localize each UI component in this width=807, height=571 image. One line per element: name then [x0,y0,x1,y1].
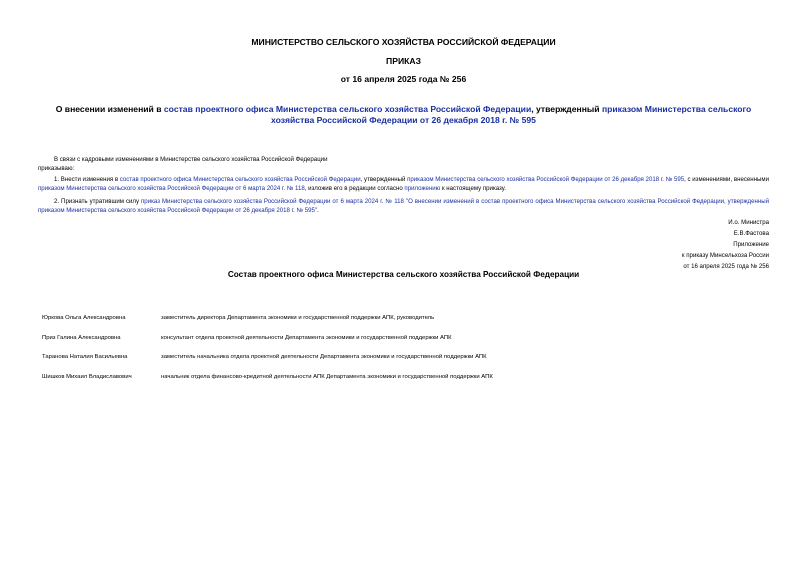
member-name: Приз Галина Александровна [42,335,121,341]
signature-appendix-block [682,217,769,272]
ministry-heading: МИНИСТЕРСТВО СЕЛЬСКОГО ХОЗЯЙСТВА РОССИЙСКОЙ ФЕДЕРАЦИИ [251,37,556,47]
item2-text-1: 2. Признать утратившим силу [54,198,141,205]
member-position: консультант отдела проектной деятельности Департамента экономики и государственной поддержки АПК [161,335,452,341]
doc-type-heading: ПРИКАЗ [386,56,421,66]
item1-text-5: к настоящему приказу. [440,184,506,192]
item1-text-4: , изложив его в редакции согласно [304,184,405,192]
subject-text-1: О внесении изменений в [55,104,164,114]
order-item-1 [38,176,769,193]
appendix-date: от 16 апреля 2025 года № 256 [683,263,769,270]
preamble-line: В связи с кадровыми изменениями в Министерстве сельского хозяйства Российской Федерации [54,156,328,163]
item1-text-1: 1. Внести изменения в [54,176,120,183]
subject-text-2: , утвержденный [531,104,602,114]
subject-link-composition[interactable]: состав проектного офиса Министерства сельского хозяйства Российской Федерации [163,104,532,114]
item1-text-3: , с изменениями, внесенными [684,176,769,183]
signatory-name: Е.В.Фастова [733,230,769,237]
appendix-ref: к приказу Минсельхоза России [681,252,769,259]
item1-text-2: , утвержденный [360,176,408,183]
order-item-2 [38,198,769,215]
member-name: Таранова Наталия Васильевна [42,354,128,360]
member-position: начальник отдела финансово-кредитной деятельности АПК Департамента экономики и государственной поддержки АПК [161,374,493,380]
item1-link-order-595[interactable]: приказом Министерства сельского хозяйства Российской Федерации от 26 декабря 2018 г. № 595 [407,176,685,183]
member-name: Юркова Ольга Александровна [42,315,126,321]
signatory-position: И.о. Министра [728,219,769,226]
order-subject [38,104,769,126]
item2-link-order-118[interactable]: приказ Министерства сельского хозяйства Российской Федерации от 6 марта 2024 г. № 118 "О внесении изменений в состав проектного офиса Министерства сельского хозяйства Российской Федерации, утвержденный приказом Министерства сельского хозяйства Российской Федерации от 26 декабря 2018 г. № 595" [38,198,770,214]
appendix-title: Состав проектного офиса Министерства сельского хозяйства Российской Федерации [227,270,580,279]
subject-link-order-595[interactable]: приказом Министерства сельского хозяйства Российской Федерации от 26 декабря 2018 г. № 595 [271,104,752,125]
member-position: заместитель начальника отдела проектной деятельности Департамента экономики и государственной поддержки АПК [161,354,487,360]
member-name: Шишков Михаил Владиславович [42,374,132,380]
item2-text-2: . [317,206,319,214]
item1-link-order-118[interactable]: приказом Министерства сельского хозяйства Российской Федерации от 6 марта 2024 г. № 118 [38,184,305,192]
item1-link-appendix[interactable]: приложению [404,184,441,192]
member-position: заместитель директора Департамента экономики и государственной поддержки АПК, руководитель [161,315,435,321]
preamble-directive: приказываю: [38,165,75,172]
appendix-label: Приложение [733,241,769,248]
order-date-number: от 16 апреля 2025 года № 256 [340,74,467,84]
item1-link-composition[interactable]: состав проектного офиса Министерства сельского хозяйства Российской Федерации [119,176,361,183]
